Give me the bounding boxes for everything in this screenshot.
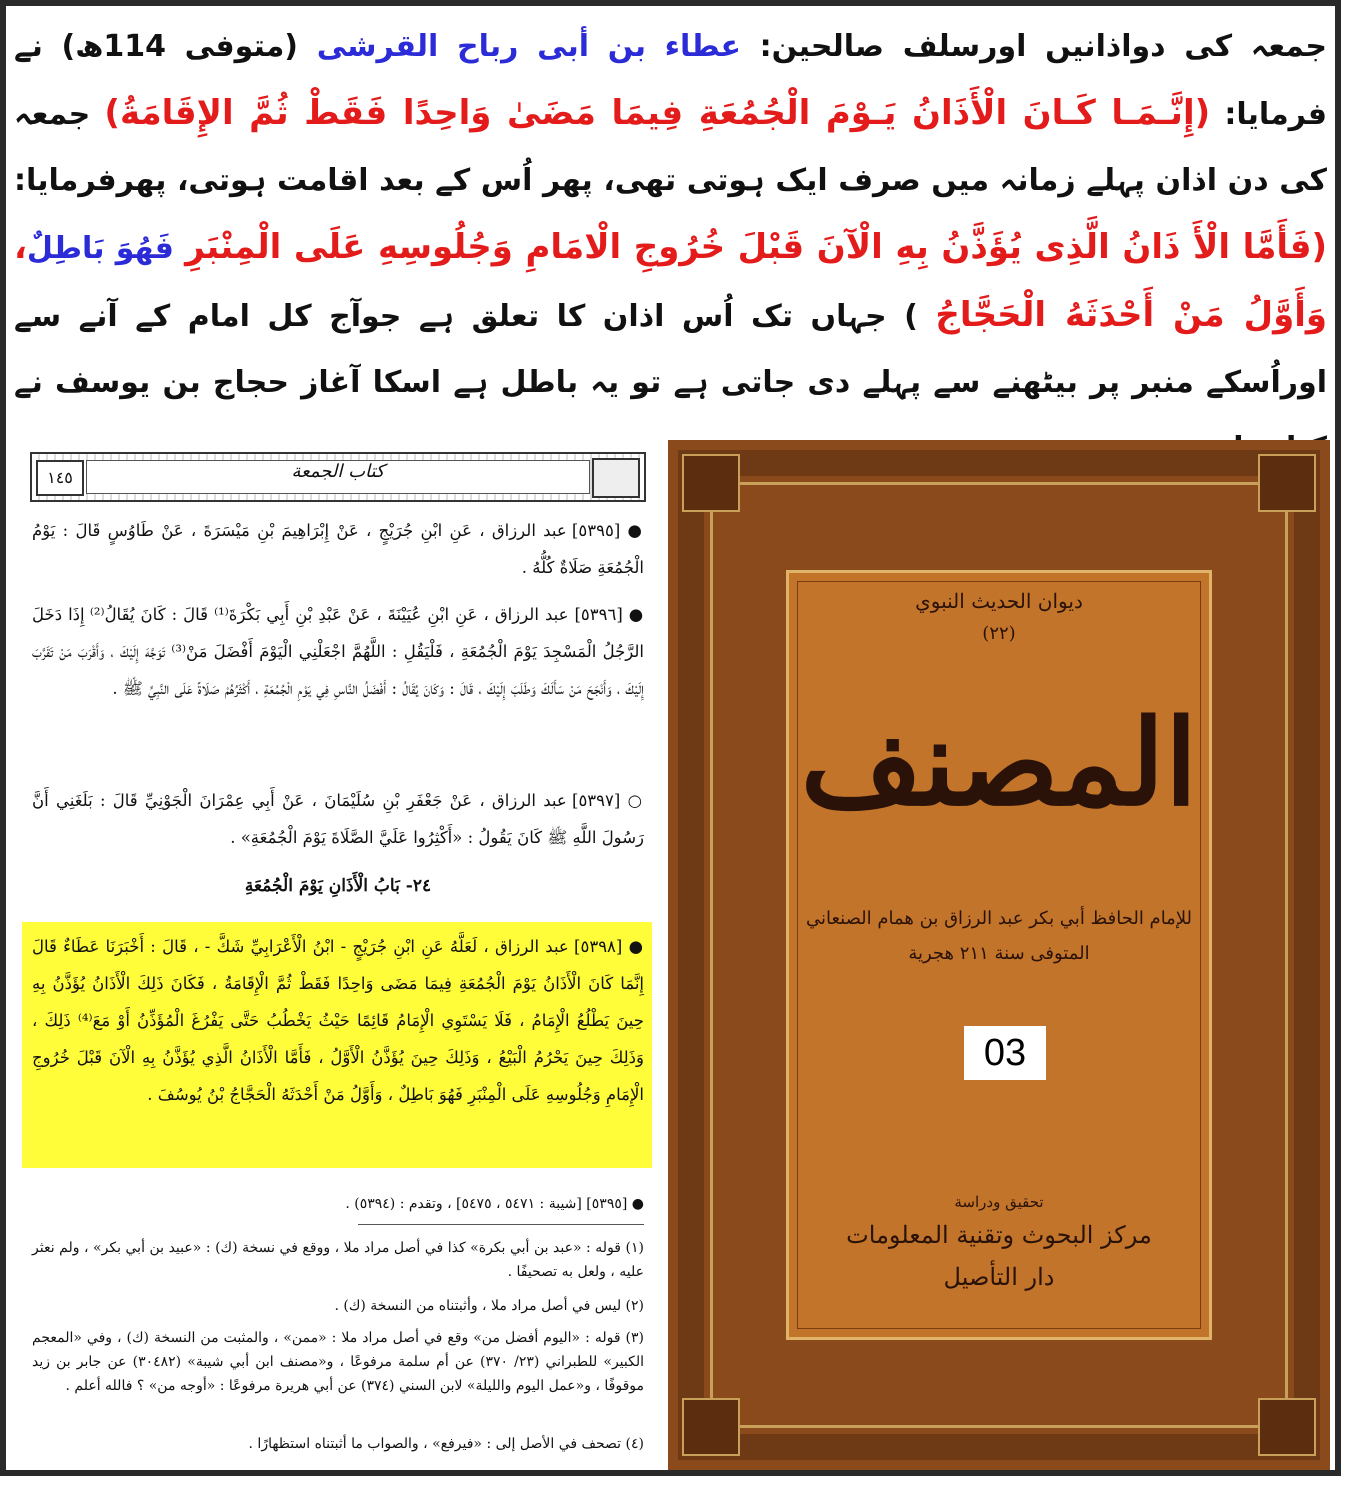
book-cover	[668, 440, 1330, 1470]
intro-text-2: (متوفی 114ھ) نے فرمایا:	[14, 29, 1327, 132]
tahqiq-label: تحقيق ودراسة	[954, 1193, 1044, 1211]
corner-ornament	[1258, 1398, 1316, 1456]
publisher-name: مركز البحوث وتقنية المعلومات	[846, 1221, 1152, 1249]
book-title: المصنف	[800, 693, 1198, 832]
cover-panel	[786, 570, 1212, 1340]
footnote-1: (١) قوله : «عبد بن أبي بكرة» كذا في أصل مراد ملا ، ووقع في نسخة (ك) : «عبيد بن أبي بكر» ، ولم نعثر عليه ، ولعل به تصحيفًا .	[32, 1240, 644, 1280]
chapter-heading: ٢٤- بَابُ الْأَذَانِ يَوْمَ الْجُمُعَةِ	[244, 876, 432, 896]
imprint-name: دار التأصيل	[943, 1263, 1055, 1291]
intro-text-3: جمعہ کی دن اذان پہلے زمانہ میں صرف ایک ہوتی تھی، پھر اُس کے بعد اقامت ہوتی، پھرفرمایا:	[14, 97, 1327, 198]
arabic-quote-1: (إِنَّـمَـا كَـانَ الْأَذَانُ يَـوْمَ الْجُمُعَةِ فِيمَا مَضَىٰ وَاحِدًا فَقَطْ ثُمَّ الإِقَامَةُ)	[104, 93, 1211, 133]
volume-number: 03	[964, 1026, 1046, 1080]
footnote-4: (٤) تصحف في الأصل إلى : «فيرفع» ، والصواب ما أثبتناه استظهارًا .	[248, 1436, 644, 1452]
hadith-5396: ● [٥٣٩٦] عبد الرزاق ، عَنِ ابْنِ عُيَيْنَةَ ، عَنْ عَبْدِ بْنِ أَبِي بَكْرَةَ⁽¹⁾ قَالَ : كَانَ يُقَالُ⁽²⁾ إِذَا دَخَلَ الرَّجُلُ الْمَسْجِدَ يَوْمَ الْجُمُعَةِ ، فَلْيَقُلِ : اللَّهُمَّ اجْعَلْنِي الْيَوْمَ أَفْضَلَ مَنْ⁽³⁾ تَوَجَّهَ إِلَيْكَ ، وَأَقْرَبَ مَنْ تَقَرَّبَ إِلَيْكَ ، وَأَنْجَحَ مَنْ سَأَلَكَ وَطَلَبَ إِلَيْكَ ، قَالَ : وَكَانَ يُقَالُ : أَفْضَلُ النَّاسِ فِي يَوْمِ الْجُمُعَةِ ، أَكْثَرُهُمْ صَلَاةً عَلَى النَّبِيِّ ﷺ .	[32, 605, 644, 698]
hadith-5397: ○ [٥٣٩٧] عبد الرزاق ، عَنْ جَعْفَرِ بْنِ سُلَيْمَانَ ، عَنْ أَبِي عِمْرَانَ الْجَوْنِيِّ قَالَ : بَلَغَنِي أَنَّ رَسُولَ اللَّهِ ﷺ كَانَ يَقُولُ : «أَكْثِرُوا عَلَيَّ الصَّلَاةَ يَوْمَ الْجُمُعَةِ» .	[32, 791, 644, 847]
death-year: المتوفى سنة ٢١١ هجرية	[908, 943, 1090, 964]
hadith-5395: ● [٥٣٩٥] عبد الرزاق ، عَنِ ابْنِ جُرَيْجٍ ، عَنْ إِبْرَاهِيمَ بْنِ مَيْسَرَةَ ، عَنْ طَاوُسٍ قَالَ : يَوْمُ الْجُمُعَةِ صَلَاةٌ كُلُّهُ .	[32, 521, 644, 577]
page-header	[30, 452, 646, 502]
page-number: ١٤٥	[36, 460, 84, 496]
hadith-5398: ● [٥٣٩٨] عبد الرزاق ، لَعَلَّهُ عَنِ ابْنِ جُرَيْجٍ - ابْنُ الْأَعْرَابِيِّ شَكَّ - ، قَالَ : أَخْبَرَنَا عَطَاءٌ قَالَ إِنَّمَا كَانَ الْأَذَانُ يَوْمَ الْجُمُعَةِ فِيمَا مَضَى وَاحِدًا فَقَطْ ثُمَّ الْإِقَامَةُ ، فَكَانَ ذَلِكَ الْأَذَانُ يُؤَذَّنُ بِهِ حِينَ يَطْلُعُ الْإِمَامُ ، فَلَا يَسْتَوِي الْإِمَامُ قَائِمًا حَيْثُ يَخْطُبُ حَتَّى يَفْرُغَ الْمُؤَذِّنُ أَوْ مَعَ⁽⁴⁾ ذَلِكَ ، وَذَلِكَ حِينَ يَحْرُمُ الْبَيْعُ ، وَذَلِكَ حِينَ يُؤَذَّنُ الْأَوَّلُ ، فَأَمَّا الْأَذَانُ الَّذِي يُؤَذَّنُ بِهِ الْآنَ قَبْلَ خُرُوجِ الْإِمَامِ وَجُلُوسِهِ عَلَى الْمِنْبَرِ فَهُوَ بَاطِلٌ ، وَأَوَّلُ مَنْ أَحْدَثَهُ الْحَجَّاجُ بْنُ يُوسُفَ .	[32, 937, 644, 1104]
footnote-2: (٢) ليس في أصل مراد ملا ، وأثبتناه من النسخة (ك) .	[334, 1298, 644, 1314]
arabic-quote-3: فَهُوَ بَاطِلٌ	[26, 231, 174, 266]
corner-ornament	[682, 454, 740, 512]
intro-text-4: ) جہاں تک اُس اذان کا تعلق ہے جوآج کل امام کے آنے سے اوراُسکے منبر پر بیٹھنے سے پہلے دی جاتی ہے تو یہ باطل ہے اسکا آغاز حجاج بن یوسف نے	[14, 299, 1327, 400]
chapter-title: كتاب الجمعة	[291, 461, 385, 482]
narrator-name: عطاء بن أبی رباح القرشی	[316, 29, 741, 64]
series-number: (٢٢)	[982, 623, 1016, 644]
seal-logo	[592, 458, 640, 498]
footnote-3: (٣) قوله : «اليوم أفضل من» وقع في أصل مراد ملا : «ممن» ، والمثبت من النسخة (ك) ، وفي «المعجم الكبير» للطبراني (٢٣/ ٣٧٠) عن أم سلمة مرفوعًا ، و«مصنف ابن أبي شيبة» (٣٠٤٨٢) عن جابر بن زيد موقوفًا ، و«عمل اليوم والليلة» لابن السني (٣٧٤) عن أبي هريرة مرفوعًا : «أوجه من» ؟ فالله أعلم .	[32, 1330, 645, 1394]
arabic-quote-2: (فَأَمَّا الْأَ ذَانُ الَّذِى يُؤَذَّنُ بِهِ الْآنَ قَبْلَ خُرُوجِ الْامَامِ وَجُلُوسِهِ عَلَى الْمِنْبَرِ	[185, 227, 1327, 267]
corner-ornament	[682, 1398, 740, 1456]
arabic-quote-4: ، وَأَوَّلُ مَنْ أَحْدَثَهُ الْحَجَّاجُ	[14, 227, 1327, 335]
book-page	[18, 446, 654, 1466]
intro-text-1: جمعہ کی دواذانیں اورسلف صالحین:	[740, 29, 1327, 64]
urdu-intro	[14, 14, 1327, 424]
footnote-rule	[358, 1224, 644, 1225]
reference-line: ● [٥٣٩٥] [شيبة : ٥٤٧١ ، ٥٤٧٥] ، وتقدم : (٥٣٩٤) .	[345, 1196, 644, 1212]
series-title: ديوان الحديث النبوي	[915, 589, 1083, 613]
corner-ornament	[1258, 454, 1316, 512]
author-line: للإمام الحافظ أبي بكر عبد الرزاق بن همام الصنعاني	[805, 908, 1193, 929]
